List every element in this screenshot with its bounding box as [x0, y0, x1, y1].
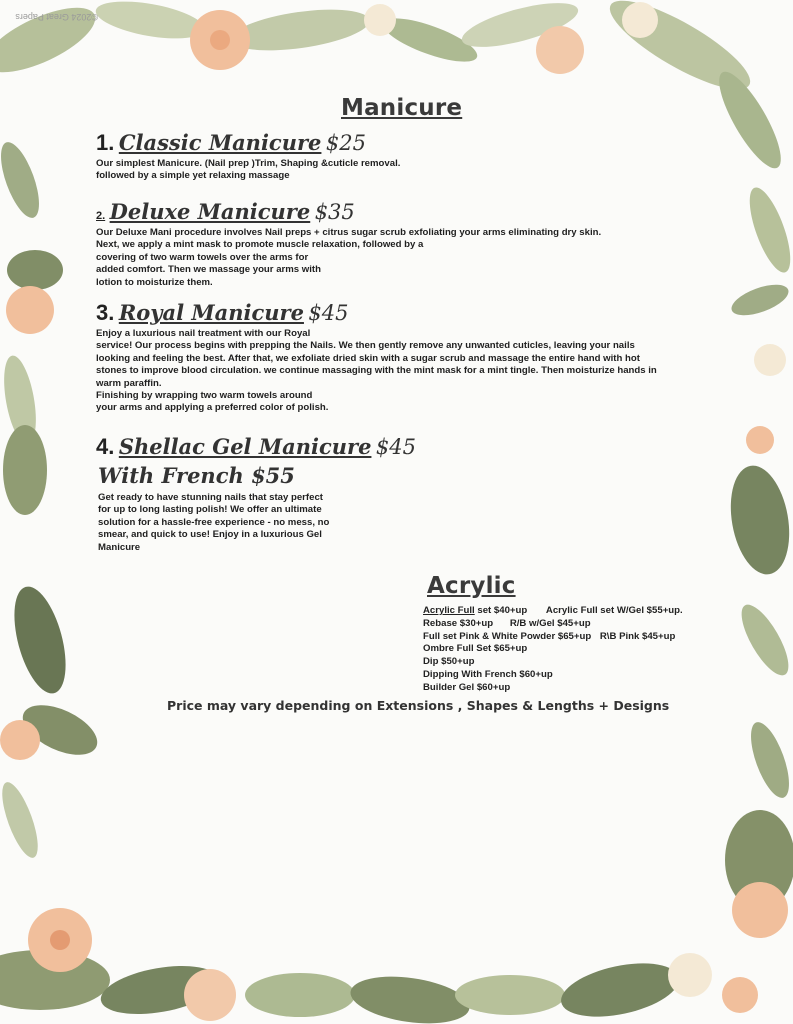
rebase-pink-price: R\B Pink $45+up	[599, 630, 676, 642]
leaf-shape	[455, 975, 565, 1015]
manicure-section-title: Manicure	[341, 95, 463, 121]
leaf-shape	[228, 2, 372, 57]
description-line: service! Our process begins with prepping the Nails. We then gently remove any unwanted cuticles, leaving your nails	[96, 340, 635, 352]
acrylic-row	[423, 631, 683, 644]
flower-shape	[754, 344, 786, 376]
leaf-shape	[556, 954, 683, 1024]
item-price: $25	[325, 131, 366, 155]
item-price: $35	[314, 200, 355, 224]
leaf-shape	[5, 581, 76, 699]
leaf-shape	[7, 250, 63, 290]
description-line: covering of two warm towels over the arms for	[96, 251, 309, 263]
shellac-french-price: With French $55	[98, 463, 295, 488]
description-line: your arms and applying a preferred color of polish.	[96, 402, 329, 414]
flower-shape	[732, 882, 788, 938]
acrylic-full-price: set $40+up	[474, 605, 528, 616]
rebase-gel-price: R/B w/Gel $45+up	[509, 617, 591, 629]
acrylic-section-title: Acrylic	[427, 573, 516, 599]
description-line: stones to improve blood circulation. we continue massaging with the mint mask for a mint tingle. Then moisturize hands in	[96, 365, 657, 377]
description-line: Next, we apply a mint mask to promote muscle relaxation, followed by a	[96, 239, 424, 251]
leaf-shape	[728, 278, 793, 321]
flower-shape	[210, 30, 230, 50]
item-number: 2.	[96, 210, 106, 222]
copyright-text: ©2024 Great Papers	[15, 12, 98, 22]
description-line: lotion to moisturize them.	[96, 276, 213, 288]
description-line: Enjoy a luxurious nail treatment with our Royal	[96, 328, 311, 339]
royal-manicure-description	[96, 328, 657, 415]
flower-shape	[722, 977, 758, 1013]
leaf-shape	[743, 718, 793, 803]
acrylic-row: Dip $50+up	[423, 656, 475, 668]
acrylic-row	[423, 605, 683, 618]
item-name: Shellac Gel Manicure	[118, 434, 372, 459]
acrylic-row: Builder Gel $60+up	[423, 681, 511, 693]
item-number: 3.	[96, 300, 115, 325]
classic-manicure-heading	[96, 130, 366, 156]
deluxe-manicure-heading	[96, 199, 355, 224]
description-line: solution for a hassle-free experience - no mess, no	[98, 516, 330, 528]
item-name: Classic Manicure	[118, 130, 322, 155]
description-line: Our Deluxe Mani procedure involves Nail preps + citrus sugar scrub exfoliating your arms eliminating dry skin.	[96, 227, 602, 238]
royal-manicure-heading	[96, 300, 349, 326]
item-price: $45	[308, 301, 349, 325]
leaf-shape	[348, 970, 473, 1024]
description-line: Finishing by wrapping two warm towels around	[96, 390, 313, 402]
shellac-manicure-description	[98, 492, 329, 554]
leaf-shape	[0, 138, 47, 223]
item-name: Royal Manicure	[118, 300, 304, 325]
deluxe-manicure-description	[96, 227, 601, 289]
flower-shape	[668, 953, 712, 997]
acrylic-full-label: Acrylic Full	[423, 605, 475, 616]
description-line: looking and feeling the best. After that, we exfoliate dried skin with a sugar scrub and massage the entire hand with hot	[96, 352, 640, 364]
flower-shape	[622, 2, 658, 38]
leaf-shape	[0, 778, 45, 861]
item-name: Deluxe Manicure	[109, 199, 311, 224]
description-line: added comfort. Then we massage your arms with	[96, 264, 321, 276]
item-number: 4.	[96, 434, 115, 459]
description-line: smear, and quick to use! Enjoy in a luxurious Gel	[98, 529, 322, 541]
leaf-shape	[733, 598, 793, 681]
leaf-shape	[3, 425, 47, 515]
description-line: Manicure	[98, 541, 141, 553]
flower-shape	[746, 426, 774, 454]
description-line: warm paraffin.	[96, 377, 162, 389]
description-line: for up to long lasting polish! We offer an ultimate	[98, 504, 322, 516]
flower-shape	[364, 4, 396, 36]
item-price: $45	[375, 435, 416, 459]
description-line: followed by a simple yet relaxing massage	[96, 170, 290, 182]
leaf-shape	[723, 461, 793, 579]
pink-white-price: Full set Pink & White Powder $65+up	[423, 630, 592, 642]
flower-shape	[6, 286, 54, 334]
description-line: Get ready to have stunning nails that stay perfect	[98, 492, 323, 503]
classic-manicure-description	[96, 158, 400, 183]
leaf-shape	[93, 0, 207, 45]
leaf-shape	[245, 973, 355, 1017]
flower-shape	[0, 720, 40, 760]
acrylic-row	[423, 618, 683, 631]
acrylic-row: Ombre Full Set $65+up	[423, 643, 528, 655]
acrylic-row: Dipping With French $60+up	[423, 668, 553, 680]
price-note: Price may vary depending on Extensions , Shapes & Lengths + Designs	[167, 698, 670, 713]
item-number: 1.	[96, 130, 115, 155]
flower-shape	[184, 969, 236, 1021]
flower-shape	[536, 26, 584, 74]
shellac-manicure-heading	[96, 434, 416, 460]
leaf-shape	[741, 183, 793, 277]
acrylic-full-gel-price: Acrylic Full set W/Gel $55+up.	[545, 605, 683, 616]
description-line: Our simplest Manicure. (Nail prep )Trim, Shaping &cuticle removal.	[96, 158, 401, 169]
flower-shape	[50, 930, 70, 950]
rebase-price: Rebase $30+up	[423, 617, 494, 629]
acrylic-price-list	[423, 605, 683, 695]
